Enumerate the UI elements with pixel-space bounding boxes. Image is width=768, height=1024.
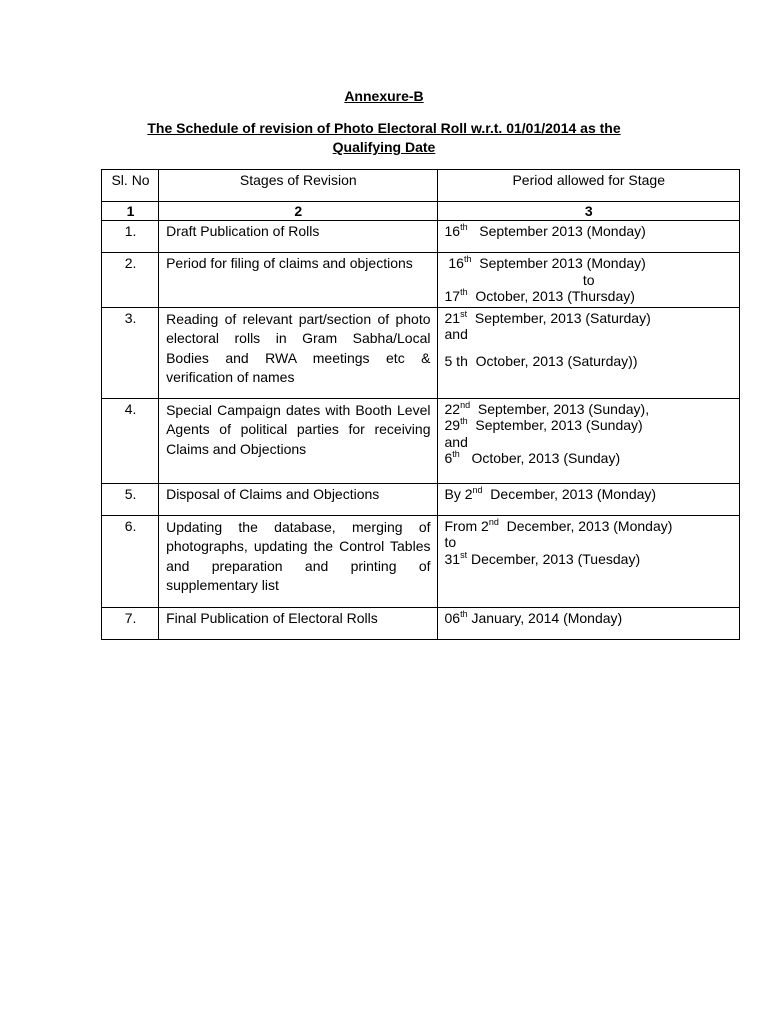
row-stage: Period for filing of claims and objections xyxy=(159,253,437,308)
header-sl-no: Sl. No xyxy=(102,170,159,202)
row-sl-no: 1. xyxy=(102,221,159,253)
schedule-table xyxy=(101,169,740,640)
period-text: October, 2013 (Sunday) xyxy=(459,450,621,466)
period-connector: and xyxy=(444,433,468,450)
column-number-3: 3 xyxy=(437,202,740,221)
period-suffix: st xyxy=(460,549,468,560)
period-text: 21 xyxy=(444,309,461,326)
column-number-2: 2 xyxy=(159,202,437,221)
period-text: 31 xyxy=(444,550,461,567)
period-connector: to xyxy=(582,271,595,288)
period-text: September, 2013 (Saturday) xyxy=(467,309,651,326)
period-suffix: th xyxy=(460,222,468,232)
period-suffix: st xyxy=(460,308,468,319)
row-sl-no: 5. xyxy=(102,483,159,515)
table-row xyxy=(102,398,740,483)
period-text: September 2013 (Monday) xyxy=(467,223,646,239)
row-period xyxy=(437,253,740,308)
period-text: September 2013 (Monday) xyxy=(471,255,646,271)
column-number-row xyxy=(102,202,740,221)
period-text: From 2 xyxy=(444,517,489,534)
row-sl-no: 2. xyxy=(102,253,159,308)
table-row xyxy=(102,483,740,515)
row-period xyxy=(437,398,740,483)
row-sl-no: 7. xyxy=(102,607,159,639)
annexure-title: Annexure-B xyxy=(344,88,424,104)
period-text: By 2 xyxy=(444,485,473,502)
header-period: Period allowed for Stage xyxy=(437,170,740,202)
period-text: September, 2013 (Sunday), xyxy=(470,400,650,417)
row-period xyxy=(437,221,740,253)
period-text: October, 2013 (Thursday) xyxy=(467,288,635,304)
period-text: 17 xyxy=(444,288,461,304)
row-stage: Special Campaign dates with Booth Level Agents of political parties for receiving Claims and Objections xyxy=(159,398,437,483)
row-stage: Draft Publication of Rolls xyxy=(159,221,437,253)
row-stage: Updating the database, merging of photographs, updating the Control Tables and preparation and printing of supplementary list xyxy=(159,515,437,607)
header-stages: Stages of Revision xyxy=(159,170,437,202)
period-suffix: nd xyxy=(460,399,471,410)
period-text: December, 2013 (Tuesday) xyxy=(467,550,641,567)
row-stage: Final Publication of Electoral Rolls xyxy=(159,607,437,639)
period-suffix: th xyxy=(463,254,472,264)
subtitle-line-2: Qualifying Date xyxy=(332,139,436,155)
period-suffix: th xyxy=(460,287,468,297)
subtitle-line-1: The Schedule of revision of Photo Electoral Roll w.r.t. 01/01/2014 as the xyxy=(147,120,621,136)
table-row xyxy=(102,307,740,398)
row-period xyxy=(437,607,740,639)
period-text: January, 2014 (Monday) xyxy=(467,609,623,626)
period-suffix: th xyxy=(460,608,468,619)
period-text: 29 xyxy=(444,417,461,433)
row-period xyxy=(437,307,740,398)
table-header-row xyxy=(102,170,740,202)
row-sl-no: 3. xyxy=(102,307,159,398)
row-stage: Reading of relevant part/section of photo electoral rolls in Gram Sabha/Local Bodies and RWA meetings etc & verification of names xyxy=(159,307,437,398)
row-stage: Disposal of Claims and Objections xyxy=(159,483,437,515)
period-text: December, 2013 (Monday) xyxy=(498,517,673,534)
period-suffix: nd xyxy=(472,484,483,495)
table-row xyxy=(102,221,740,253)
period-text: 6 xyxy=(444,450,453,466)
period-text: December, 2013 (Monday) xyxy=(482,485,657,502)
period-text: 06 xyxy=(444,609,461,626)
table-row xyxy=(102,253,740,308)
period-text: 16 xyxy=(444,223,461,239)
row-period xyxy=(437,515,740,607)
period-text: 5 th October, 2013 (Saturday)) xyxy=(444,352,638,369)
period-suffix: th xyxy=(452,449,460,459)
period-suffix: th xyxy=(460,416,468,426)
period-connector: to xyxy=(444,534,457,550)
row-sl-no: 4. xyxy=(102,398,159,483)
schedule-subtitle xyxy=(110,119,658,157)
row-sl-no: 6. xyxy=(102,515,159,607)
period-text: September, 2013 (Sunday) xyxy=(467,417,643,433)
period-connector: and xyxy=(444,326,468,342)
row-period xyxy=(437,483,740,515)
period-text: 22 xyxy=(444,400,461,417)
period-text: 16 xyxy=(444,255,464,271)
column-number-1: 1 xyxy=(102,202,159,221)
table-row xyxy=(102,515,740,607)
period-suffix: nd xyxy=(488,516,499,527)
table-row xyxy=(102,607,740,639)
